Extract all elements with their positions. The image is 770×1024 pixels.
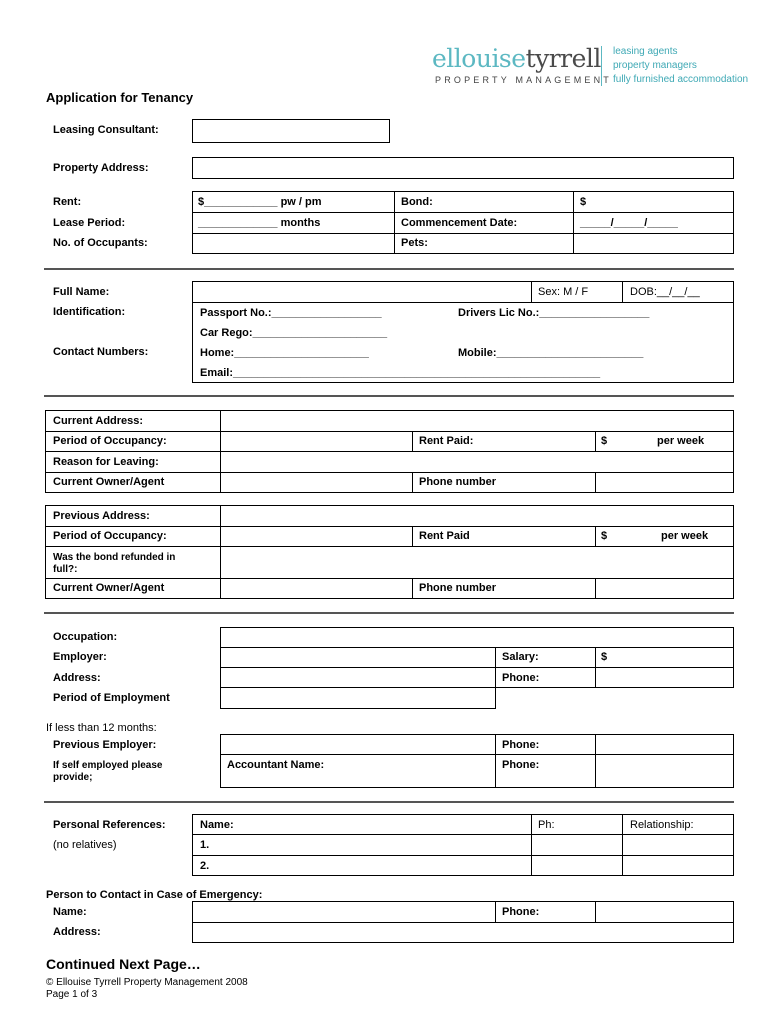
bond-refunded-label-1: Was the bond refunded in: [53, 552, 176, 563]
sex-field[interactable]: Sex: M / F: [538, 286, 589, 298]
employment-period-label: Period of Employment: [53, 692, 170, 704]
rent-grid-line: [573, 191, 574, 254]
reference-row-2[interactable]: 2.: [200, 860, 210, 872]
grid-line: [495, 647, 496, 688]
salary-label: Salary:: [502, 651, 539, 663]
previous-phone-label: Phone number: [419, 582, 497, 594]
rent-grid-line: [394, 191, 395, 254]
commencement-label: Commencement Date:: [401, 217, 518, 229]
employer-label: Employer:: [53, 651, 107, 663]
personal-grid-line: [192, 302, 734, 303]
reference-phone-header: Ph:: [538, 819, 555, 831]
grid-line: [192, 834, 734, 835]
reference-row-1[interactable]: 1.: [200, 839, 210, 851]
grid-line: [45, 431, 734, 432]
grid-line: [595, 578, 596, 599]
property-address-field[interactable]: [192, 157, 734, 179]
mobile-field[interactable]: Mobile:________________________: [458, 347, 644, 359]
grid-line: [192, 922, 734, 923]
home-phone-field[interactable]: Home:______________________: [200, 347, 369, 359]
tagline-1: leasing agents: [613, 46, 678, 57]
personal-grid-line: [622, 281, 623, 302]
current-owner-label: Current Owner/Agent: [53, 476, 165, 488]
self-employed-label-1: If self employed please: [53, 760, 163, 771]
grid-line: [220, 505, 221, 599]
grid-line: [595, 901, 596, 922]
bond-label: Bond:: [401, 196, 433, 208]
emergency-name-label: Name:: [53, 906, 87, 918]
current-period-label: Period of Occupancy:: [53, 435, 167, 447]
section-divider: [44, 395, 734, 397]
lease-period-label: Lease Period:: [53, 217, 126, 229]
grid-line: [45, 526, 734, 527]
drivers-licence-field[interactable]: Drivers Lic No.:__________________: [458, 307, 650, 319]
emergency-address-label: Address:: [53, 926, 101, 938]
logo-subtitle: PROPERTY MANAGEMENT: [435, 75, 612, 85]
grid-line: [595, 647, 596, 688]
previous-rent-paid-label: Rent Paid: [419, 530, 470, 542]
previous-address-label: Previous Address:: [53, 510, 150, 522]
rent-grid-line: [192, 212, 734, 213]
rent-field[interactable]: $____________ pw / pm: [198, 196, 322, 208]
no-relatives-note: (no relatives): [53, 839, 117, 851]
accountant-phone-label: Phone:: [502, 759, 540, 771]
employer-address-label: Address:: [53, 672, 101, 684]
occupation-label: Occupation:: [53, 631, 118, 643]
employment-grid: [220, 627, 734, 688]
bond-refunded-label-2: full?:: [53, 564, 78, 575]
grid-line: [45, 451, 734, 452]
logo-part2: tyrrell: [525, 44, 601, 73]
leasing-consultant-label: Leasing Consultant:: [53, 124, 159, 136]
previous-employer-phone-label: Phone:: [502, 739, 540, 751]
previous-per-week: per week: [661, 530, 709, 542]
emergency-contact-heading: Person to Contact in Case of Emergency:: [46, 889, 263, 901]
grid-line: [595, 431, 596, 451]
self-employed-label-2: provide;: [53, 772, 93, 783]
grid-line: [495, 901, 496, 922]
dob-field[interactable]: DOB:__/__/__: [630, 286, 700, 298]
grid-line: [495, 734, 496, 788]
grid-line: [192, 855, 734, 856]
current-address-label: Current Address:: [53, 415, 144, 427]
occupants-label: No. of Occupants:: [53, 237, 148, 249]
personal-grid-line: [531, 281, 532, 302]
section-divider: [44, 801, 734, 803]
copyright-notice: © Ellouise Tyrrell Property Management 2008: [46, 977, 248, 988]
grid-line: [531, 814, 532, 876]
rent-label: Rent:: [53, 196, 82, 208]
previous-period-label: Period of Occupancy:: [53, 530, 167, 542]
grid-line: [220, 667, 734, 668]
pets-label: Pets:: [401, 237, 428, 249]
emergency-phone-label: Phone:: [502, 906, 540, 918]
grid-line: [220, 647, 734, 648]
grid-line: [412, 472, 413, 493]
current-phone-label: Phone number: [419, 476, 497, 488]
reason-leaving-label: Reason for Leaving:: [53, 456, 159, 468]
previous-employer-label: Previous Employer:: [53, 739, 157, 751]
employment-period-field[interactable]: [220, 687, 496, 709]
leasing-consultant-field[interactable]: [192, 119, 390, 143]
identification-label: Identification:: [53, 306, 126, 318]
grid-line: [595, 734, 596, 788]
tagline-3: fully furnished accommodation: [613, 74, 749, 85]
grid-line: [220, 410, 221, 493]
current-rent-paid-label: Rent Paid:: [419, 435, 474, 447]
page-title: Application for Tenancy: [46, 90, 194, 105]
continued-next-page: Continued Next Page…: [46, 956, 201, 972]
section-divider: [44, 268, 734, 270]
grid-line: [45, 578, 734, 579]
property-address-label: Property Address:: [53, 162, 149, 174]
employer-phone-label: Phone:: [502, 672, 540, 684]
grid-line: [412, 526, 413, 546]
section-divider: [44, 612, 734, 614]
previous-rent-dollar: $: [601, 530, 608, 542]
grid-line: [595, 526, 596, 546]
previous-owner-label: Current Owner/Agent: [53, 582, 165, 594]
tagline-2: property managers: [613, 60, 697, 71]
grid-line: [45, 472, 734, 473]
page-number: Page 1 of 3: [46, 989, 98, 1000]
logo-divider: [601, 46, 602, 86]
less-than-12-months-note: If less than 12 months:: [46, 722, 157, 734]
grid-line: [412, 431, 413, 451]
rent-grid-line: [192, 233, 734, 234]
current-rent-dollar: $: [601, 435, 608, 447]
grid-line: [622, 814, 623, 876]
lease-period-field[interactable]: _____________ months: [198, 217, 321, 229]
grid-line: [412, 578, 413, 599]
reference-name-header: Name:: [200, 819, 234, 831]
company-logo: [432, 44, 601, 73]
logo-part1: ellouise: [432, 44, 526, 73]
email-field[interactable]: Email:____________________________________________________________: [200, 367, 601, 379]
bond-field[interactable]: $: [580, 196, 587, 208]
reference-relationship-header: Relationship:: [630, 819, 694, 831]
grid-line: [220, 754, 734, 755]
car-rego-field[interactable]: Car Rego:______________________: [200, 327, 388, 339]
passport-field[interactable]: Passport No.:__________________: [200, 307, 382, 319]
grid-line: [45, 546, 734, 547]
commencement-field[interactable]: _____/_____/_____: [580, 217, 678, 229]
salary-dollar: $: [601, 651, 608, 663]
full-name-label: Full Name:: [53, 286, 110, 298]
contact-numbers-label: Contact Numbers:: [53, 346, 149, 358]
personal-references-label: Personal References:: [53, 819, 166, 831]
current-per-week: per week: [657, 435, 705, 447]
grid-line: [595, 472, 596, 493]
accountant-name-label: Accountant Name:: [227, 759, 325, 771]
